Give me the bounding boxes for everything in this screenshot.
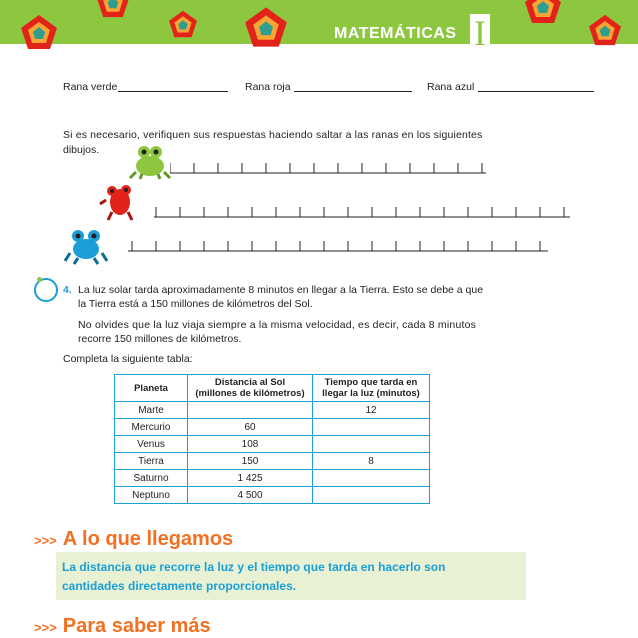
header-distance-line2: (millones de kilómetros)	[195, 388, 305, 399]
time-cell[interactable]	[313, 436, 430, 453]
red-frog-label: Rana roja	[245, 81, 291, 93]
conclusion-text	[62, 558, 445, 596]
question-note: No olvides que la luz viaja siempre a la misma velocidad, es decir, cada 8 minutos	[78, 319, 477, 331]
question-text: La luz solar tarda aproximadamente 8 minutos en llegar a la Tierra. Esto se debe a que	[78, 284, 484, 296]
planet-cell: Marte	[115, 402, 188, 419]
header-distance	[188, 375, 313, 402]
table-instruction: Completa la siguiente tabla:	[63, 353, 193, 365]
time-cell: 12	[313, 402, 430, 419]
section-conclusion-heading	[34, 528, 233, 551]
header-time	[313, 375, 430, 402]
header-title: MATEMÁTICAS	[334, 25, 457, 42]
question-number: 4.	[63, 284, 72, 296]
green-frog-icon	[128, 142, 172, 180]
section-conclusion-title: A lo que llegamos	[62, 528, 234, 550]
table-row	[115, 419, 430, 436]
pentagon-ornament-icon	[524, 0, 562, 24]
pentagon-ornament-icon	[168, 10, 198, 38]
distance-cell: 60	[188, 419, 313, 436]
header-planet: Planeta	[115, 375, 188, 402]
table-row	[115, 470, 430, 487]
distance-cell: 150	[188, 453, 313, 470]
header-time-line2: llegar la luz (minutos)	[322, 388, 420, 399]
section-more-title: Para saber más	[62, 615, 211, 637]
planet-cell: Saturno	[115, 470, 188, 487]
section-more-heading	[34, 615, 211, 638]
section-arrows-icon: >>>	[34, 620, 57, 635]
question-note-continued: recorre 150 millones de kilómetros.	[78, 333, 242, 345]
pentagon-ornament-icon	[96, 0, 130, 18]
verify-text-continued: dibujos.	[63, 144, 100, 156]
pentagon-ornament-icon	[588, 14, 622, 46]
verify-text: Si es necesario, verifiquen sus respuestas haciendo saltar a las ranas en los siguientes	[63, 129, 483, 141]
time-cell: 8	[313, 453, 430, 470]
question-marker-dot-icon	[37, 277, 42, 282]
planet-table	[114, 374, 430, 504]
table-row	[115, 487, 430, 504]
planet-cell: Tierra	[115, 453, 188, 470]
table-row	[115, 436, 430, 453]
header-distance-line1: Distancia al Sol	[214, 377, 286, 388]
planet-cell: Mercurio	[115, 419, 188, 436]
planet-cell: Venus	[115, 436, 188, 453]
green-frog-label: Rana verde	[63, 81, 118, 93]
red-frog-icon	[98, 182, 138, 222]
distance-cell: 1 425	[188, 470, 313, 487]
table-header-row	[115, 375, 430, 402]
time-cell[interactable]	[313, 419, 430, 436]
number-line-green	[170, 160, 492, 176]
header-numeral: I	[470, 14, 490, 48]
distance-cell: 108	[188, 436, 313, 453]
time-cell[interactable]	[313, 487, 430, 504]
time-cell[interactable]	[313, 470, 430, 487]
pentagon-ornament-icon	[20, 14, 58, 50]
section-arrows-icon: >>>	[34, 533, 57, 548]
blue-frog-icon	[64, 225, 108, 265]
blue-frog-answer-blank[interactable]	[478, 91, 594, 92]
green-frog-answer-blank[interactable]	[118, 91, 228, 92]
table-row	[115, 402, 430, 419]
header-time-line1: Tiempo que tarda en	[324, 377, 418, 388]
blue-frog-label: Rana azul	[427, 81, 475, 93]
planet-cell: Neptuno	[115, 487, 188, 504]
pentagon-ornament-icon	[244, 6, 288, 48]
distance-cell: 4 500	[188, 487, 313, 504]
question-text-continued: la Tierra está a 150 millones de kilómetros del Sol.	[78, 298, 313, 310]
conclusion-text-line1: La distancia que recorre la luz y el tiempo que tarda en hacerlo son	[62, 560, 446, 574]
conclusion-text-line2: cantidades directamente proporcionales.	[62, 579, 297, 593]
number-line-red	[154, 204, 574, 220]
distance-cell[interactable]	[188, 402, 313, 419]
number-line-blue	[128, 238, 552, 254]
red-frog-answer-blank[interactable]	[294, 91, 412, 92]
table-row	[115, 453, 430, 470]
